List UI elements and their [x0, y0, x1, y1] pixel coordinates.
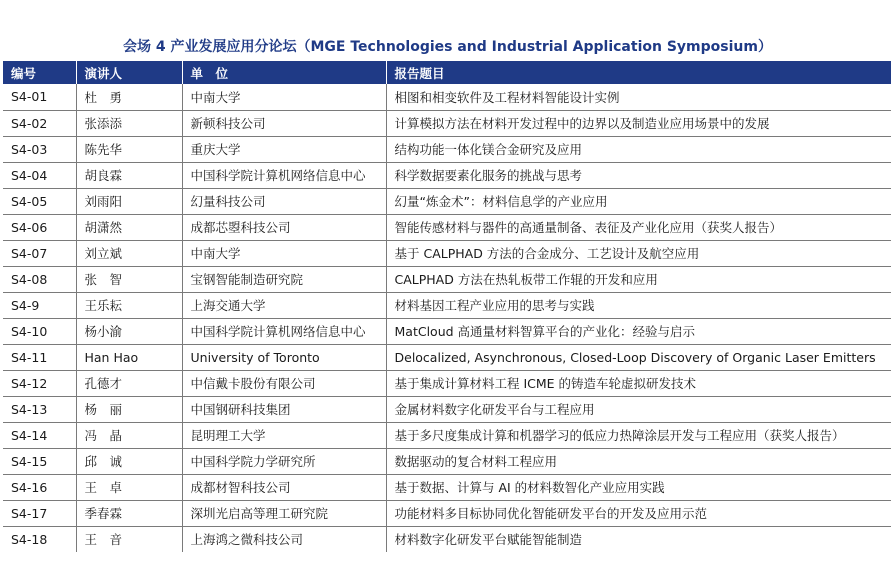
cell-report-title: 智能传感材料与器件的高通量制备、表征及产业化应用（获奖人报告） [386, 214, 891, 240]
cell-affiliation: 中国科学院力学研究所 [182, 448, 386, 474]
cell-report-title: 数据驱动的复合材料工程应用 [386, 448, 891, 474]
table-row [3, 526, 891, 552]
cell-speaker: 刘立斌 [76, 240, 182, 266]
cell-code: S4-14 [3, 422, 76, 448]
cell-report-title: 材料数字化研发平台赋能智能制造 [394, 532, 583, 548]
cell-speaker: 冯 晶 [76, 422, 182, 448]
cell-affiliation: 成都芯曌科技公司 [182, 214, 386, 240]
cell-affiliation: 幻量科技公司 [182, 188, 386, 214]
header-speaker: 演讲人 [76, 61, 182, 84]
table-header-row [3, 61, 891, 84]
cell-affiliation: 重庆大学 [182, 136, 386, 162]
table-row [3, 84, 891, 110]
cell-report-title: 金属材料数字化研发平台与工程应用 [386, 396, 891, 422]
cell-speaker: 张添添 [76, 110, 182, 136]
cell-report-title: 材料基因工程产业应用的思考与实践 [386, 292, 891, 318]
cell-affiliation: 中信戴卡股份有限公司 [182, 370, 386, 396]
cell-speaker: 王乐耘 [76, 292, 182, 318]
cell-speaker: 孔德才 [76, 370, 182, 396]
cell-affiliation: 中南大学 [182, 240, 386, 266]
header-code: 编号 [3, 61, 76, 84]
cell-speaker: 邱 诚 [76, 448, 182, 474]
table-row [3, 188, 891, 214]
cell-speaker: 胡良霖 [76, 162, 182, 188]
cell-code: S4-01 [3, 84, 76, 110]
cell-code: S4-15 [3, 448, 76, 474]
cell-code: S4-11 [3, 344, 76, 370]
cell-affiliation: 中南大学 [182, 84, 386, 110]
cell-speaker: 王 卓 [76, 474, 182, 500]
cell-report-title: 结构功能一体化镁合金研究及应用 [386, 136, 891, 162]
cell-code: S4-06 [3, 214, 76, 240]
cell-report-title: 基于数据、计算与 AI 的材料数智化产业应用实践 [386, 474, 891, 500]
cell-speaker: 杨 丽 [76, 396, 182, 422]
cell-report-title: MatCloud 高通量材料智算平台的产业化：经验与启示 [386, 318, 891, 344]
cell-speaker: 张 智 [76, 266, 182, 292]
cell-speaker: 季春霖 [76, 500, 182, 526]
table-row [3, 240, 891, 266]
cell-report-title: 计算模拟方法在材料开发过程中的边界以及制造业应用场景中的发展 [386, 110, 891, 136]
table-row [3, 396, 891, 422]
cell-affiliation: 上海鸿之微科技公司 [182, 526, 386, 552]
cell-affiliation: 中国钢研科技集团 [182, 396, 386, 422]
cell-affiliation: 昆明理工大学 [182, 422, 386, 448]
cell-affiliation: 深圳光启高等理工研究院 [182, 500, 386, 526]
table-row [3, 292, 891, 318]
page-title: 会场 4 产业发展应用分论坛（MGE Technologies and Industrial Application Symposium） [123, 39, 772, 55]
table-row [3, 110, 891, 136]
cell-affiliation: University of Toronto [182, 344, 386, 370]
table-row [3, 448, 891, 474]
cell-code: S4-9 [3, 292, 76, 318]
cell-speaker: 王 音 [76, 526, 182, 552]
cell-code: S4-12 [3, 370, 76, 396]
schedule-table [3, 61, 891, 552]
cell-code: S4-16 [3, 474, 76, 500]
table-row [3, 500, 891, 526]
cell-code: S4-17 [3, 500, 76, 526]
cell-report-title: 基于多尺度集成计算和机器学习的低应力热障涂层开发与工程应用（获奖人报告） [386, 422, 891, 448]
table-body [3, 84, 891, 552]
cell-code: S4-03 [3, 136, 76, 162]
cell-report-title: 科学数据要素化服务的挑战与思考 [386, 162, 891, 188]
cell-affiliation: 新顿科技公司 [182, 110, 386, 136]
cell-report-title: Delocalized, Asynchronous, Closed-Loop Discovery of Organic Laser Emitters [386, 344, 891, 370]
cell-affiliation: 宝钢智能制造研究院 [182, 266, 386, 292]
table-row [3, 266, 891, 292]
cell-report-title: 基于 CALPHAD 方法的合金成分、工艺设计及航空应用 [386, 240, 891, 266]
cell-speaker: Han Hao [76, 344, 182, 370]
cell-code: S4-04 [3, 162, 76, 188]
cell-code: S4-08 [3, 266, 76, 292]
table-row [3, 422, 891, 448]
cell-affiliation: 中国科学院计算机网络信息中心 [182, 318, 386, 344]
cell-report-title: 幻量“炼金术”：材料信息学的产业应用 [386, 188, 891, 214]
cell-report-title: 相图和相变软件及工程材料智能设计实例 [386, 84, 891, 110]
header-affiliation: 单 位 [182, 61, 386, 84]
header-report-title: 报告题目 [394, 65, 445, 81]
cell-code: S4-07 [3, 240, 76, 266]
cell-report-title: 功能材料多目标协同优化智能研发平台的开发及应用示范 [386, 500, 891, 526]
cell-code: S4-18 [3, 526, 76, 552]
table-row [3, 474, 891, 500]
cell-code: S4-10 [3, 318, 76, 344]
table-row [3, 136, 891, 162]
cell-speaker: 刘雨阳 [76, 188, 182, 214]
cell-affiliation: 上海交通大学 [182, 292, 386, 318]
cell-code: S4-13 [3, 396, 76, 422]
cell-report-title: 基于集成计算材料工程 ICME 的铸造车轮虚拟研发技术 [386, 370, 891, 396]
cell-code: S4-02 [3, 110, 76, 136]
cell-code: S4-05 [3, 188, 76, 214]
table-row [3, 318, 891, 344]
table-row [3, 162, 891, 188]
cell-speaker: 陈先华 [76, 136, 182, 162]
cell-speaker: 杨小渝 [76, 318, 182, 344]
table-row [3, 214, 891, 240]
cell-affiliation: 中国科学院计算机网络信息中心 [182, 162, 386, 188]
table-row [3, 370, 891, 396]
cell-speaker: 胡潇然 [76, 214, 182, 240]
table-row [3, 344, 891, 370]
cell-speaker: 杜 勇 [76, 84, 182, 110]
cell-affiliation: 成都材智科技公司 [182, 474, 386, 500]
cell-report-title: CALPHAD 方法在热轧板带工作辊的开发和应用 [386, 266, 891, 292]
